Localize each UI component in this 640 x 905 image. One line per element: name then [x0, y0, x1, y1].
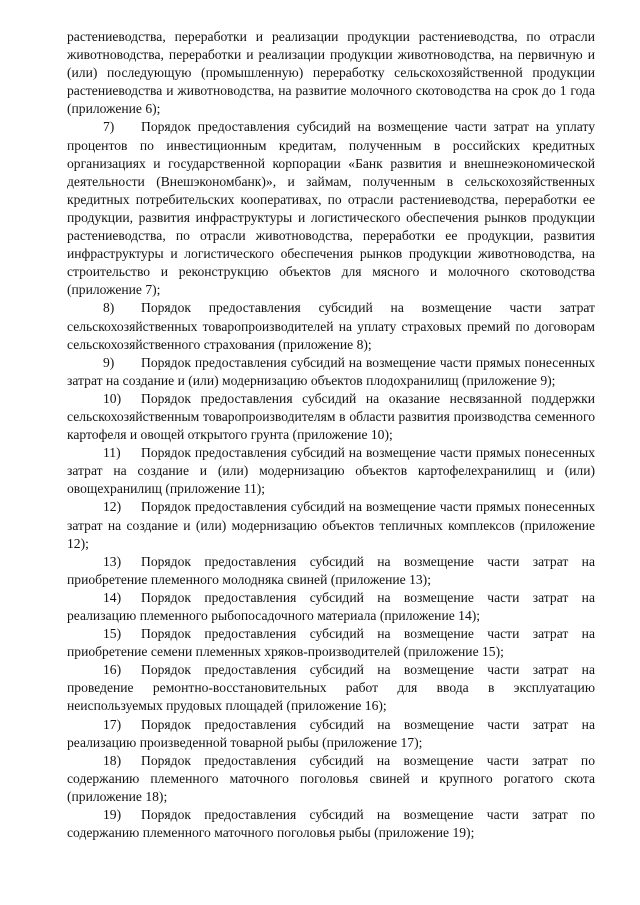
list-item-number: 11) — [103, 445, 121, 461]
list-item-11 — [67, 444, 595, 498]
paragraph-text: Порядок предоставления субсидий на возмещение части затрат на уплату процентов по инвестиционным кредитам, полученным в российских кредитных организациях и государственной корпорации «Банк развития и внешнеэкономической деятельности (Внешэкономбанк)», и займам, полученным в сельскохозяйственных кредитных потребительских кооперативах, по отрасли растениеводства, переработки ее продукции, развития инфраструктуры и логистического обеспечения рынков продукции растениеводства, по отрасли животноводства, переработки ее продукции, развития инфраструктуры и логистического обеспечения рынков продукции животноводства, на строительство и реконструкцию объектов для мясного и молочного скотоводства (приложение 7); — [67, 119, 595, 298]
list-item-number: 18) — [103, 752, 122, 768]
list-item-number: 7) — [103, 119, 115, 135]
paragraph-text: Порядок предоставления субсидий на возмещение части прямых понесенных затрат на создание и (или) модернизацию объектов тепличных комплексов (приложение 12); — [67, 499, 595, 551]
list-item-7 — [67, 118, 595, 299]
list-item-number: 15) — [103, 626, 122, 642]
list-item-17 — [67, 716, 595, 752]
paragraph-text: Порядок предоставления субсидий на возмещение части затрат на реализацию племенного рыбопосадочного материала (приложение 14); — [67, 589, 595, 623]
document-page — [67, 28, 595, 842]
list-item-number: 16) — [103, 662, 122, 678]
list-item-16 — [67, 661, 595, 715]
list-item-9 — [67, 354, 595, 390]
list-item-13 — [67, 553, 595, 589]
list-item-18 — [67, 752, 595, 806]
paragraph-text: Порядок предоставления субсидий на возмещение части затрат сельскохозяйственных товаропроизводителей на уплату страховых премий по договорам сельскохозяйственного страхования (приложение 8); — [67, 300, 595, 352]
paragraph-text: Порядок предоставления субсидий на возмещение части затрат на приобретение племенного молодняка свиней (приложение 13); — [67, 553, 595, 587]
list-item-19 — [67, 806, 595, 842]
paragraph-text: Порядок предоставления субсидий на возмещение части затрат на реализацию произведенной товарной рыбы (приложение 17); — [67, 716, 595, 750]
paragraph-text: Порядок предоставления субсидий на возмещение части затрат по содержанию племенного маточного поголовья свиней и крупного рогатого скота (приложение 18); — [67, 752, 595, 804]
list-item-12 — [67, 498, 595, 552]
list-item-number: 13) — [103, 553, 122, 569]
list-item-number: 14) — [103, 589, 122, 605]
paragraph-text: Порядок предоставления субсидий на возмещение части затрат на проведение ремонтно-восстановительных работ для ввода в эксплуатацию неиспользуемых прудовых площадей (приложение 16); — [67, 662, 595, 714]
paragraph-text: Порядок предоставления субсидий на возмещение части прямых понесенных затрат на создание и (или) модернизацию объектов картофелехранилищ и (или) овощехранилищ (приложение 11); — [67, 445, 595, 497]
list-item-number: 10) — [103, 390, 122, 406]
list-item-14 — [67, 589, 595, 625]
list-item-number: 17) — [103, 716, 122, 732]
list-item-15 — [67, 625, 595, 661]
paragraph-continued — [67, 28, 595, 118]
paragraph-text: растениеводства, переработки и реализации продукции растениеводства, по отрасли животноводства, переработки и реализации продукции животноводства, на первичную и (или) последующую (промышленную) переработку сельскохозяйственной продукции растениеводства и животноводства, на развитие молочного скотоводства на срок до 1 года (приложение 6); — [67, 29, 595, 117]
list-item-number: 19) — [103, 807, 122, 823]
paragraph-text: Порядок предоставления субсидий на возмещение части прямых понесенных затрат на создание и (или) модернизацию объектов плодохранилищ (приложение 9); — [67, 354, 595, 388]
list-item-10 — [67, 390, 595, 444]
paragraph-text: Порядок предоставления субсидий на оказание несвязанной поддержки сельскохозяйственным товаропроизводителям в области развития производства семенного картофеля и овощей открытого грунта (приложение 10); — [67, 390, 595, 443]
list-item-number: 9) — [103, 354, 115, 370]
list-item-number: 12) — [103, 499, 122, 515]
paragraph-text: Порядок предоставления субсидий на возмещение части затрат по содержанию племенного маточного поголовья рыбы (приложение 19); — [67, 807, 595, 841]
list-item-number: 8) — [103, 300, 115, 316]
paragraph-text: Порядок предоставления субсидий на возмещение части затрат на приобретение семени племенных хряков-производителей (приложение 15); — [67, 626, 595, 660]
list-item-8 — [67, 299, 595, 353]
